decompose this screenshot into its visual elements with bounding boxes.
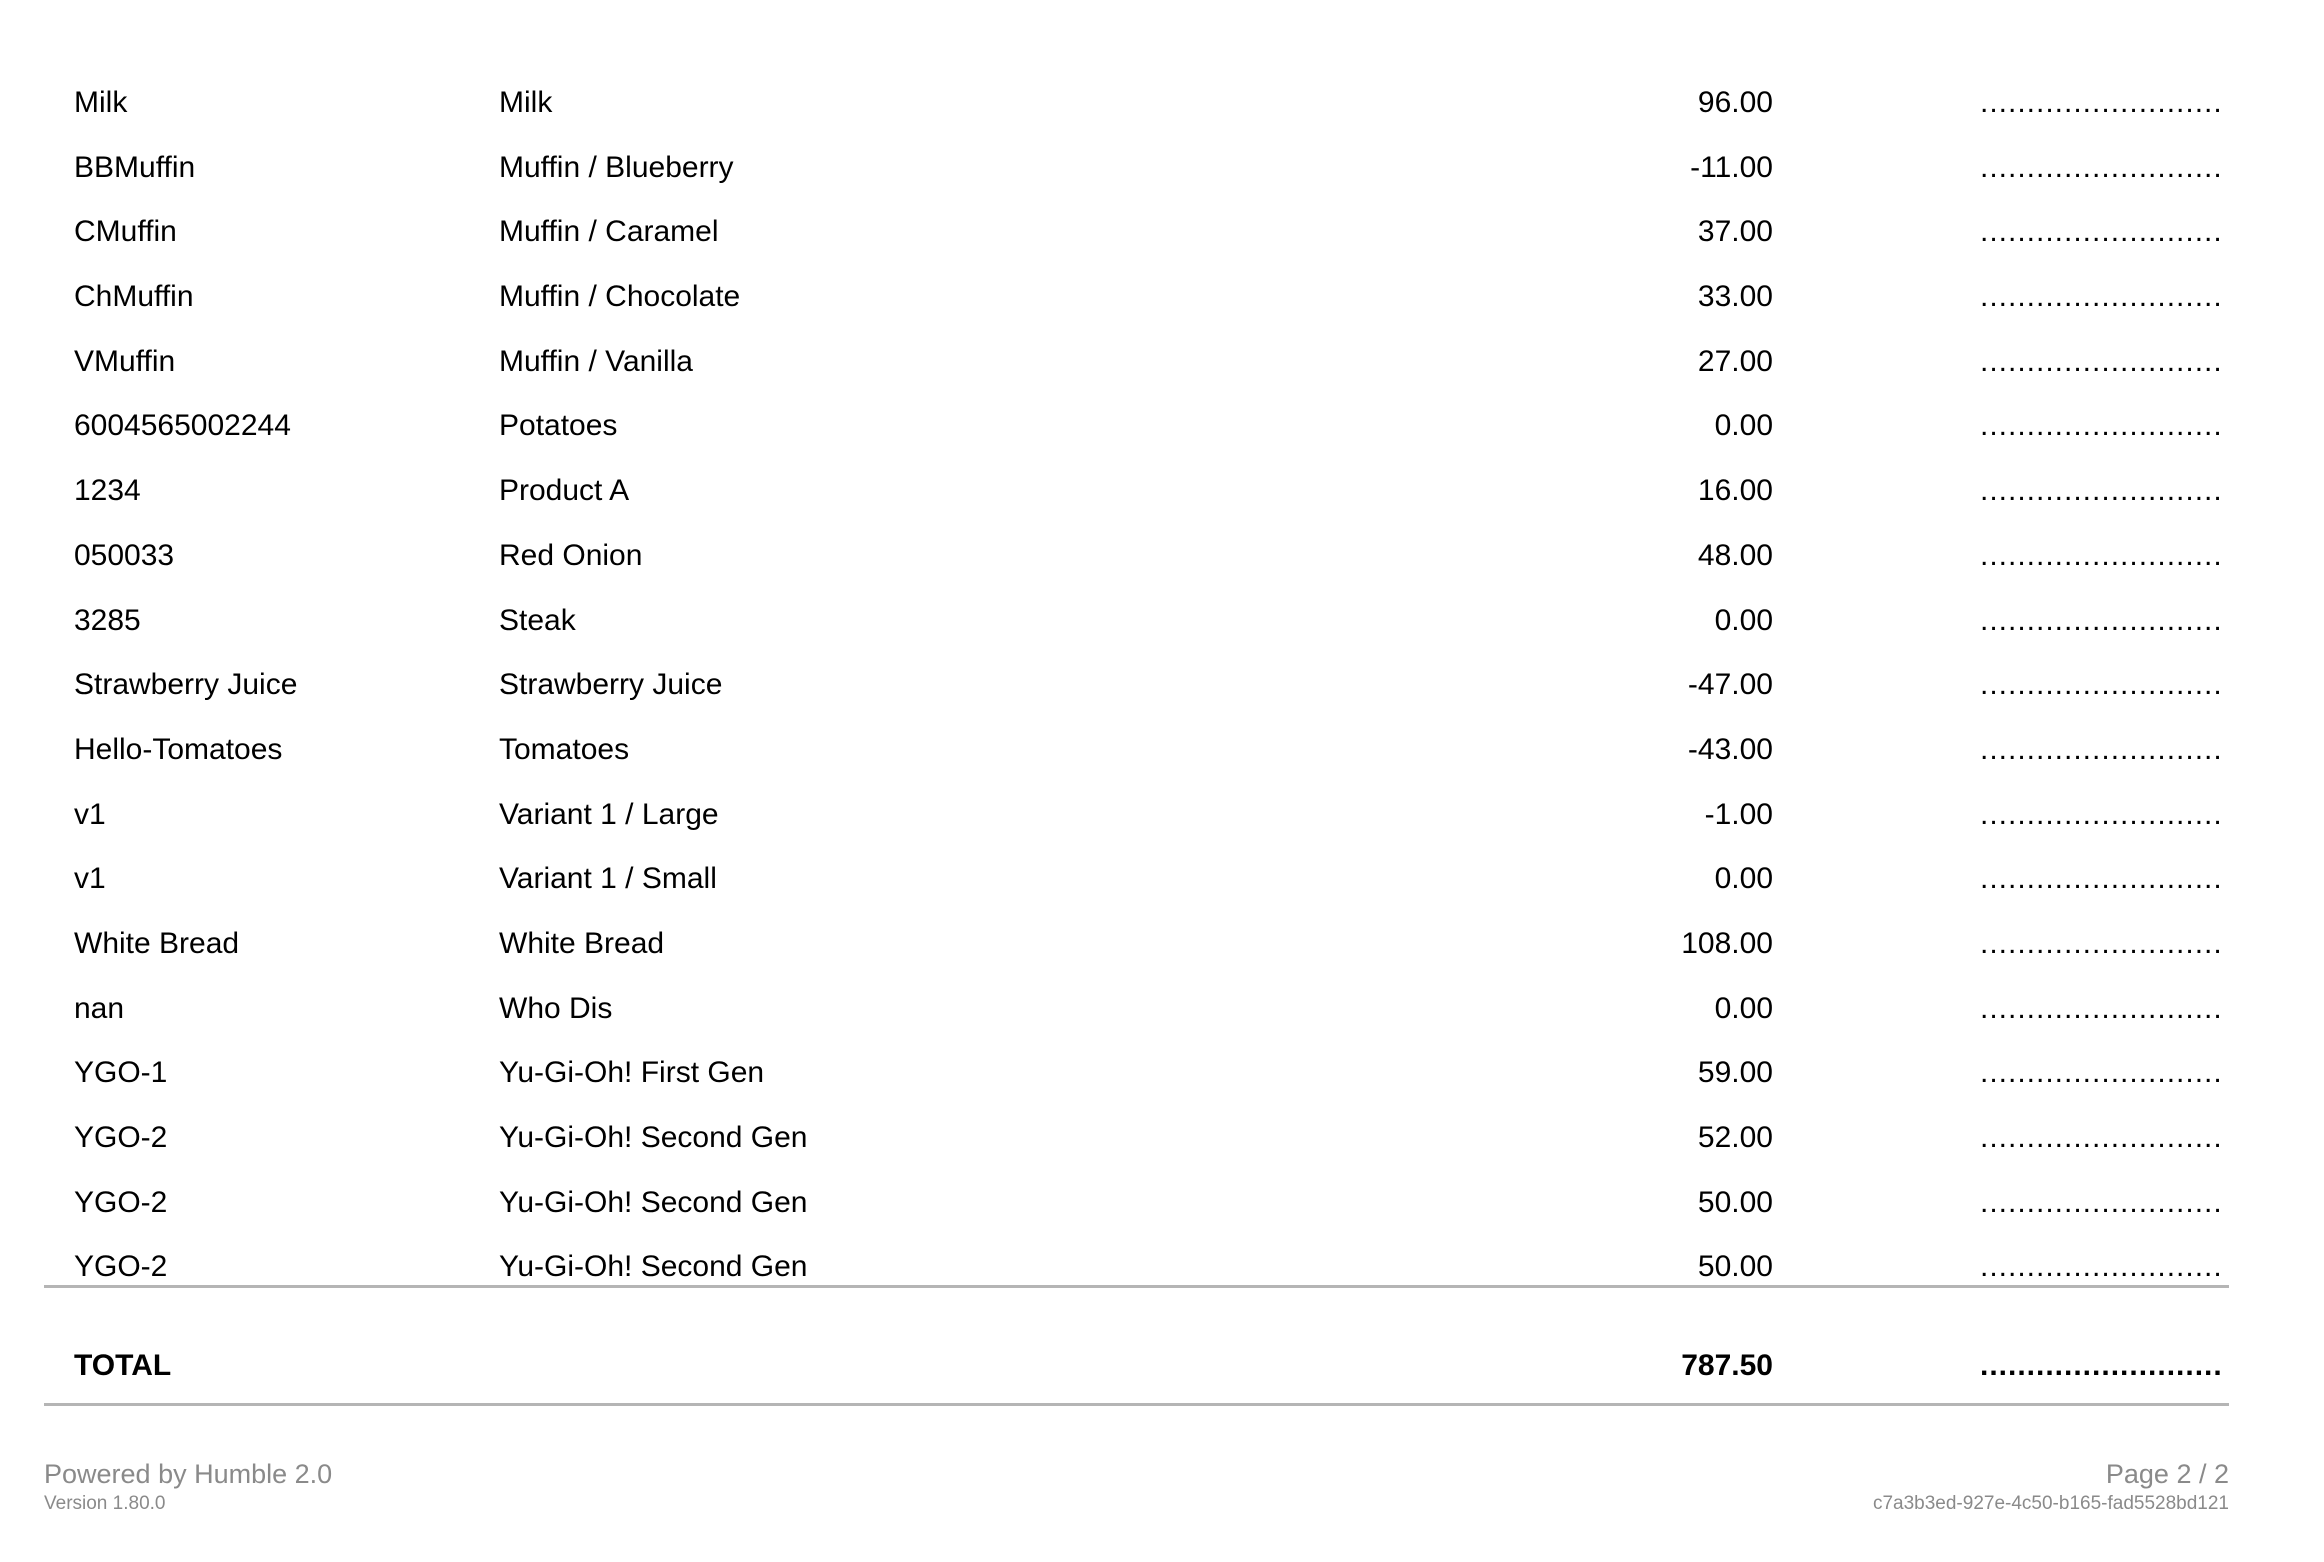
item-qty: -1.00: [1704, 797, 1773, 831]
item-qty: 52.00: [1697, 1121, 1773, 1154]
item-name: Potatoes: [499, 409, 618, 443]
item-code: Hello-Tomatoes: [74, 732, 283, 766]
item-count-field: ..........................: [1980, 668, 2223, 702]
item-count-field: ..........................: [1980, 215, 2223, 249]
total-label: TOTAL: [74, 1349, 172, 1382]
item-name: Yu-Gi-Oh! Second Gen: [499, 1250, 808, 1284]
item-qty: 0.00: [1714, 409, 1773, 443]
item-qty: 108.00: [1681, 926, 1773, 960]
item-qty: 50.00: [1697, 1250, 1773, 1284]
item-count-field: ..........................: [1980, 732, 2223, 766]
item-qty: 96.00: [1697, 86, 1773, 119]
item-qty: 33.00: [1697, 280, 1773, 314]
item-name: Muffin / Caramel: [499, 215, 719, 249]
table-row: [44, 388, 2229, 453]
total-qty: 787.50: [1681, 1349, 1773, 1382]
item-code: 6004565002244: [74, 409, 291, 443]
item-code: White Bread: [74, 926, 240, 960]
item-qty: -47.00: [1687, 668, 1773, 702]
item-name: Yu-Gi-Oh! Second Gen: [499, 1121, 808, 1154]
table-row: [44, 906, 2229, 971]
total-row: [44, 1348, 2229, 1384]
item-code: 050033: [74, 538, 175, 572]
item-name: Muffin / Blueberry: [499, 150, 734, 184]
item-code: Milk: [74, 86, 128, 119]
total-count-field: ..........................: [1980, 1349, 2223, 1382]
item-count-field: ..........................: [1980, 862, 2223, 896]
total-top-divider: [44, 1285, 2229, 1288]
item-count-field: ..........................: [1980, 797, 2223, 831]
table-row: [44, 841, 2229, 906]
item-count-field: ..........................: [1980, 86, 2223, 119]
item-code: v1: [74, 797, 106, 831]
item-name: White Bread: [499, 926, 665, 960]
item-count-field: ..........................: [1980, 344, 2223, 378]
item-code: BBMuffin: [74, 150, 196, 184]
item-code: VMuffin: [74, 344, 176, 378]
item-code: 3285: [74, 603, 141, 637]
item-code: nan: [74, 991, 125, 1025]
item-count-field: ..........................: [1980, 926, 2223, 960]
table-row: [44, 130, 2229, 195]
item-code: 1234: [74, 474, 141, 508]
item-qty: 27.00: [1697, 344, 1773, 378]
version-text: Version 1.80.0: [44, 1493, 166, 1514]
item-code: CMuffin: [74, 215, 177, 249]
table-row: [44, 259, 2229, 324]
table-row: [44, 583, 2229, 648]
item-count-field: ..........................: [1980, 991, 2223, 1025]
item-count-field: ..........................: [1980, 1185, 2223, 1219]
table-row: [44, 1165, 2229, 1230]
item-count-field: ..........................: [1980, 538, 2223, 572]
item-count-field: ..........................: [1980, 1250, 2223, 1284]
item-code: YGO-2: [74, 1185, 168, 1219]
item-count-field: ..........................: [1980, 474, 2223, 508]
item-qty: 0.00: [1714, 603, 1773, 637]
item-qty: 48.00: [1697, 538, 1773, 572]
item-qty: 16.00: [1697, 474, 1773, 508]
item-name: Tomatoes: [499, 732, 630, 766]
item-code: ChMuffin: [74, 280, 194, 314]
item-name: Variant 1 / Large: [499, 797, 719, 831]
table-row: [44, 65, 2229, 130]
table-row: [44, 1035, 2229, 1100]
table-row: [44, 971, 2229, 1036]
item-name: Muffin / Chocolate: [499, 280, 741, 314]
table-row: [44, 712, 2229, 777]
item-qty: 0.00: [1714, 991, 1773, 1025]
page-number: Page 2 / 2: [2105, 1459, 2229, 1489]
item-count-field: ..........................: [1980, 603, 2223, 637]
table-row: [44, 518, 2229, 583]
stock-table-body: [44, 65, 2229, 1294]
item-count-field: ..........................: [1980, 150, 2223, 184]
item-code: YGO-1: [74, 1056, 168, 1090]
stock-count-sheet: [44, 65, 2229, 1382]
item-code: Strawberry Juice: [74, 668, 298, 702]
item-name: Strawberry Juice: [499, 668, 723, 702]
table-row: [44, 1100, 2229, 1165]
table-row: [44, 324, 2229, 389]
item-code: YGO-2: [74, 1121, 168, 1154]
item-name: Steak: [499, 603, 576, 637]
item-name: Yu-Gi-Oh! First Gen: [499, 1056, 765, 1090]
item-qty: 37.00: [1697, 215, 1773, 249]
item-count-field: ..........................: [1980, 280, 2223, 314]
item-count-field: ..........................: [1980, 1121, 2223, 1154]
table-row: [44, 777, 2229, 842]
item-count-field: ..........................: [1980, 1056, 2223, 1090]
item-qty: 59.00: [1697, 1056, 1773, 1090]
item-qty: -11.00: [1690, 150, 1773, 184]
table-row: [44, 453, 2229, 518]
item-qty: -43.00: [1687, 732, 1773, 766]
item-name: Milk: [499, 86, 553, 119]
item-qty: 0.00: [1714, 862, 1773, 896]
item-name: Muffin / Vanilla: [499, 344, 693, 378]
item-count-field: ..........................: [1980, 409, 2223, 443]
total-bottom-divider: [44, 1403, 2229, 1406]
item-name: Variant 1 / Small: [499, 862, 717, 896]
table-row: [44, 647, 2229, 712]
item-name: Yu-Gi-Oh! Second Gen: [499, 1185, 808, 1219]
item-code: YGO-2: [74, 1250, 168, 1284]
item-name: Product A: [499, 474, 630, 508]
item-code: v1: [74, 862, 106, 896]
item-name: Red Onion: [499, 538, 643, 572]
table-row: [44, 194, 2229, 259]
item-qty: 50.00: [1697, 1185, 1773, 1219]
item-name: Who Dis: [499, 991, 613, 1025]
document-id: c7a3b3ed-927e-4c50-b165-fad5528bd121: [1872, 1493, 2229, 1514]
powered-by-text: Powered by Humble 2.0: [44, 1459, 333, 1489]
